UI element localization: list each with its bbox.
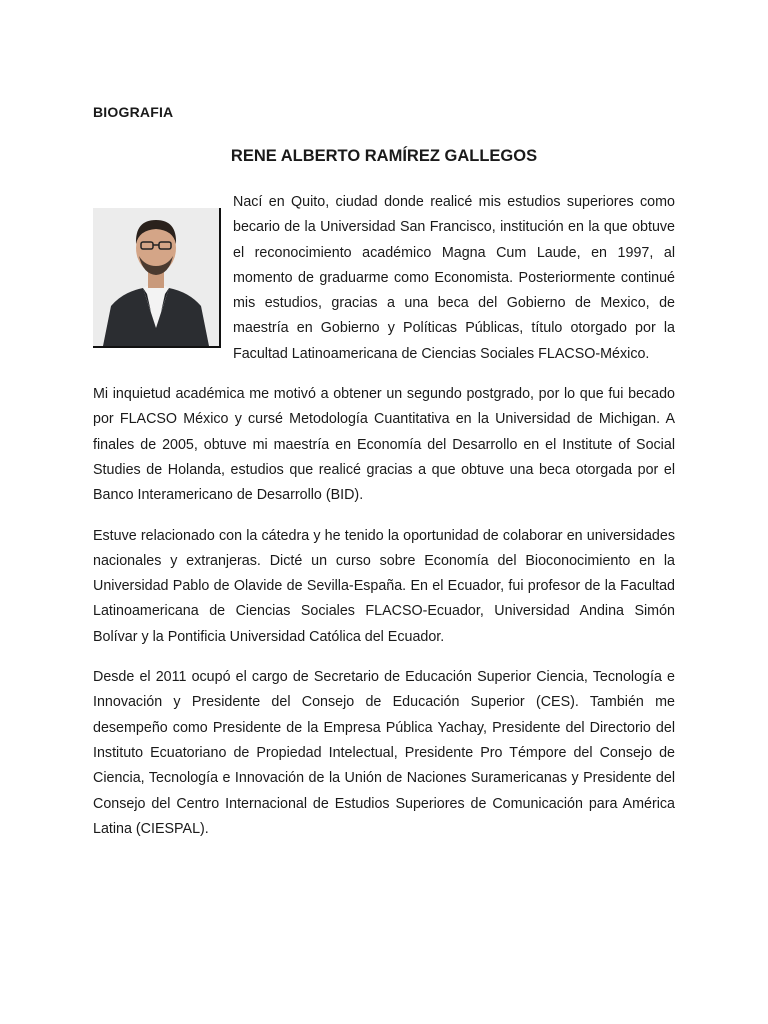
document-heading: BIOGRAFIA (93, 104, 174, 120)
paragraph-4: Desde el 2011 ocupó el cargo de Secretario de Educación Superior Ciencia, Tecnología e Innovación y Presidente del Consejo de Educación Superior (CES). También me desempeño como Presidente de la Empresa Pública Yachay, Presidente del Directorio del Instituto Ecuatoriano de Propiedad Intelectual, Presidente Pro Témpore del Consejo de Ciencia, Tecnología e Innovación de la Unión de Naciones Suramericanas y Presidente del Consejo del Centro Internacional de Estudios Superiores de Comunicación para América Latina (CIESPAL). (93, 669, 675, 837)
biography-body (93, 190, 675, 857)
portrait-photo (93, 208, 221, 348)
portrait-image (93, 208, 219, 346)
paragraph-1 (93, 190, 675, 367)
person-name-title: RENE ALBERTO RAMÍREZ GALLEGOS (230, 147, 538, 165)
paragraph-2: Mi inquietud académica me motivó a obtener un segundo postgrado, por lo que fui becado por FLACSO México y cursé Metodología Cuantitativa en la Universidad de Michigan. A finales de 2005, obtuve mi maestría en Economía del Desarrollo en el Institute of Social Studies de Holanda, estudios que realicé gracias a que obtuve una beca otorgada por el Banco Interamericano de Desarrollo (BID). (93, 386, 675, 504)
paragraph-1-text: Nací en Quito, ciudad donde realicé mis estudios superiores como becario de la Universidad San Francisco, institución en la que obtuve el reconocimiento académico Magna Cum Laude, en 1997, al momento de graduarme como Economista. Posteriormente continué mis estudios, gracias a una beca del Gobierno de Mexico, de maestría en Gobierno y Políticas Públicas, título otorgado por la Facultad Latinoamericana de Ciencias Sociales FLACSO-México. (233, 194, 675, 362)
paragraph-3: Estuve relacionado con la cátedra y he tenido la oportunidad de colaborar en universidades nacionales y extranjeras. Dicté un curso sobre Economía del Bioconocimiento en la Universidad Pablo de Olavide de Sevilla-España. En el Ecuador, fui profesor de la Facultad Latinoamericana de Ciencias Sociales FLACSO-Ecuador, Universidad Andina Simón Bolívar y la Pontificia Universidad Católica del Ecuador. (93, 527, 675, 645)
